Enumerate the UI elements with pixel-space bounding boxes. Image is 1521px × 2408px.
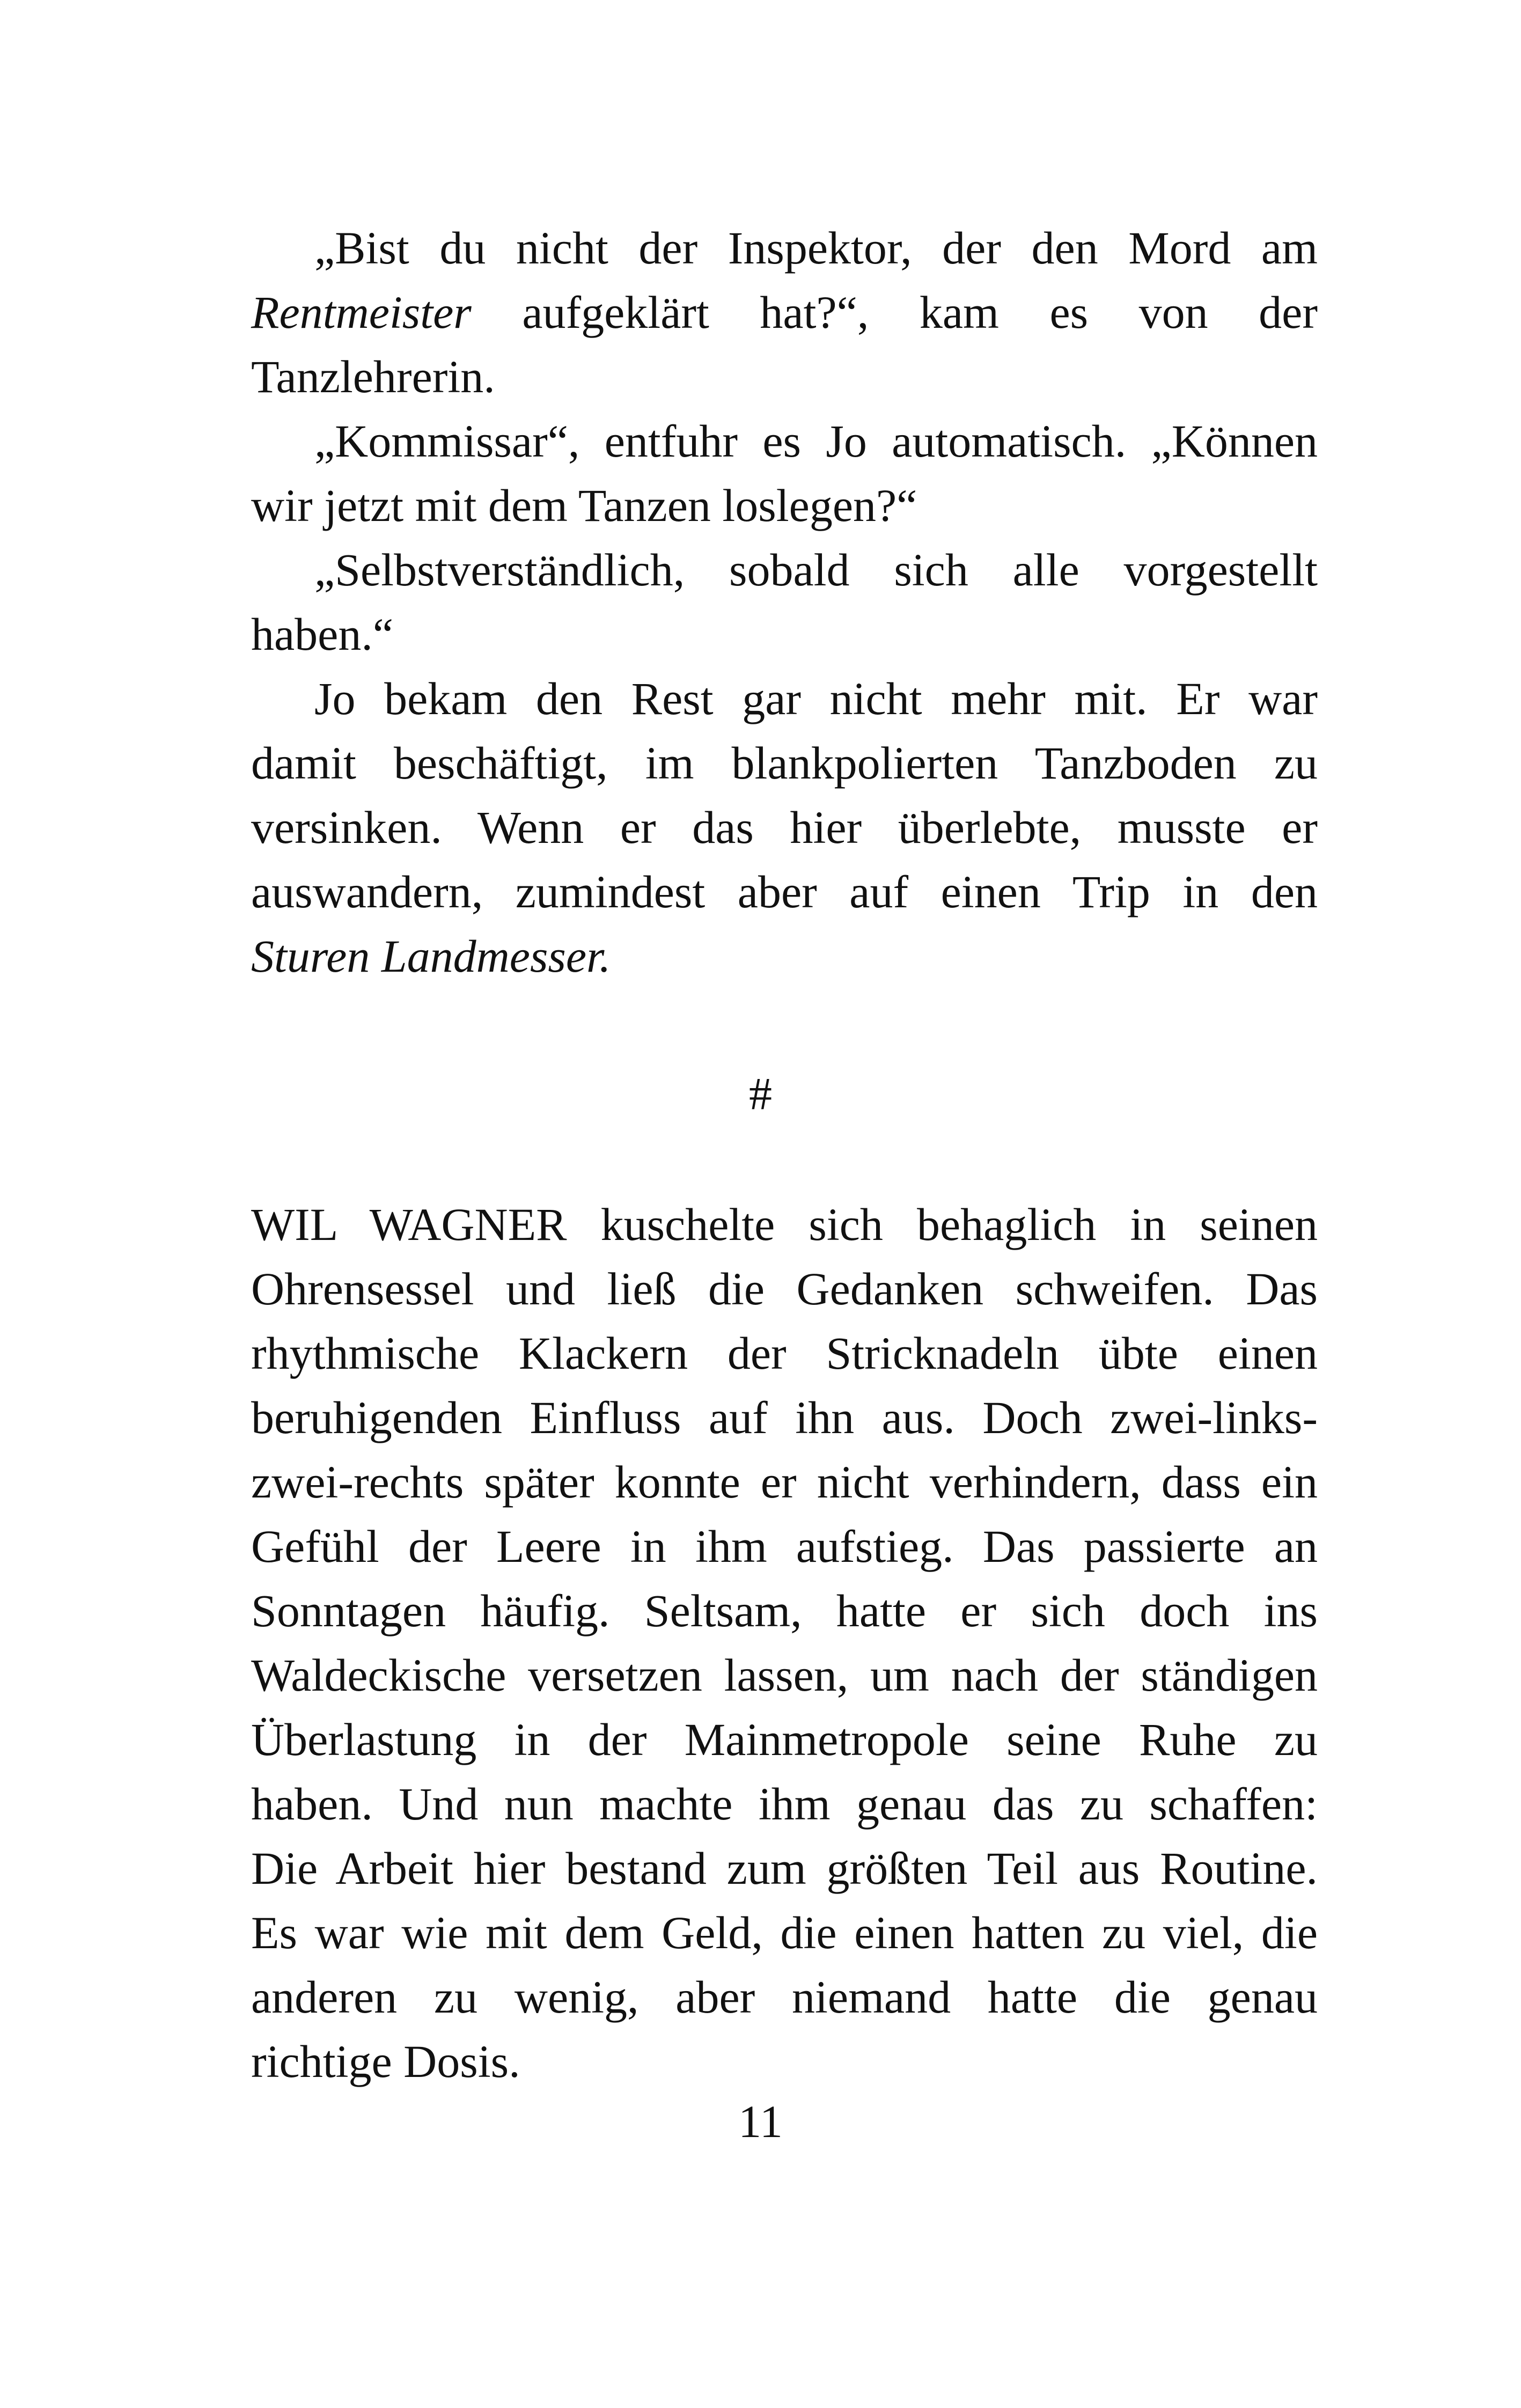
text-line: „Kommissar“, entfuhr es Jo automatisch. „Können (314, 415, 1318, 467)
text-span: aufgeklärt hat?“, kam es von der (471, 287, 1318, 338)
scene-separator: # (749, 1068, 772, 1119)
text-line: rhythmische Klackern der Stricknadeln übte einen (251, 1327, 1318, 1379)
text-line: versinken. Wenn er das hier überlebte, musste er (251, 802, 1318, 853)
text-line: Waldeckische versetzen lassen, um nach der ständigen (251, 1649, 1318, 1701)
text-line: auswandern, zumindest aber auf einen Trip in den (251, 866, 1318, 917)
text-line: Es war wie mit dem Geld, die einen hatten zu viel, die (251, 1907, 1318, 1958)
text-line: Tanzlehrerin. (251, 351, 495, 402)
text-line: wir jetzt mit dem Tanzen loslegen?“ (251, 480, 917, 531)
text-line: „Selbstverständlich, sobald sich alle vorgestellt (314, 544, 1318, 596)
text-line (251, 924, 1318, 988)
paragraph (251, 409, 1318, 538)
text-line: damit beschäftigt, im blankpolierten Tanzboden zu (251, 737, 1318, 789)
paragraph (251, 538, 1318, 666)
paragraph (251, 1192, 1318, 2094)
text-line: haben.“ (251, 608, 394, 660)
italic-text: Rentmeister (251, 287, 472, 338)
text-line: „Bist du nicht der Inspektor, der den Mord am (314, 222, 1318, 274)
text-line: richtige Dosis. (251, 2036, 520, 2087)
text-line: WIL WAGNER kuschelte sich behaglich in seinen (251, 1199, 1318, 1250)
text-line: anderen zu wenig, aber niemand hatte die genau (251, 1971, 1318, 2023)
text-line: Gefühl der Leere in ihm aufstieg. Das passierte an (251, 1521, 1318, 1572)
text-line: Die Arbeit hier bestand zum größten Teil aus Routine. (251, 1842, 1318, 1894)
text-line: Sonntagen häufig. Seltsam, hatte er sich doch ins (251, 1585, 1318, 1636)
text-line: haben. Und nun machte ihm genau das zu schaffen: (251, 1778, 1318, 1830)
text-section-1 (251, 216, 1318, 988)
paragraph (251, 216, 1318, 409)
text-line: Überlastung in der Mainmetropole seine Ruhe zu (251, 1714, 1318, 1765)
text-line: Jo bekam den Rest gar nicht mehr mit. Er war (314, 673, 1318, 724)
page-number: 11 (738, 2096, 783, 2147)
text-section-2 (251, 1192, 1318, 2094)
text-line: beruhigenden Einfluss auf ihn aus. Doch zwei-links- (251, 1392, 1318, 1443)
paragraph (251, 666, 1318, 988)
italic-text: Sturen Landmesser. (251, 930, 611, 982)
text-line: zwei-rechts später konnte er nicht verhindern, dass ein (251, 1456, 1318, 1508)
text-line: Ohrensessel und ließ die Gedanken schweifen. Das (251, 1263, 1318, 1315)
text-line (251, 280, 1318, 344)
